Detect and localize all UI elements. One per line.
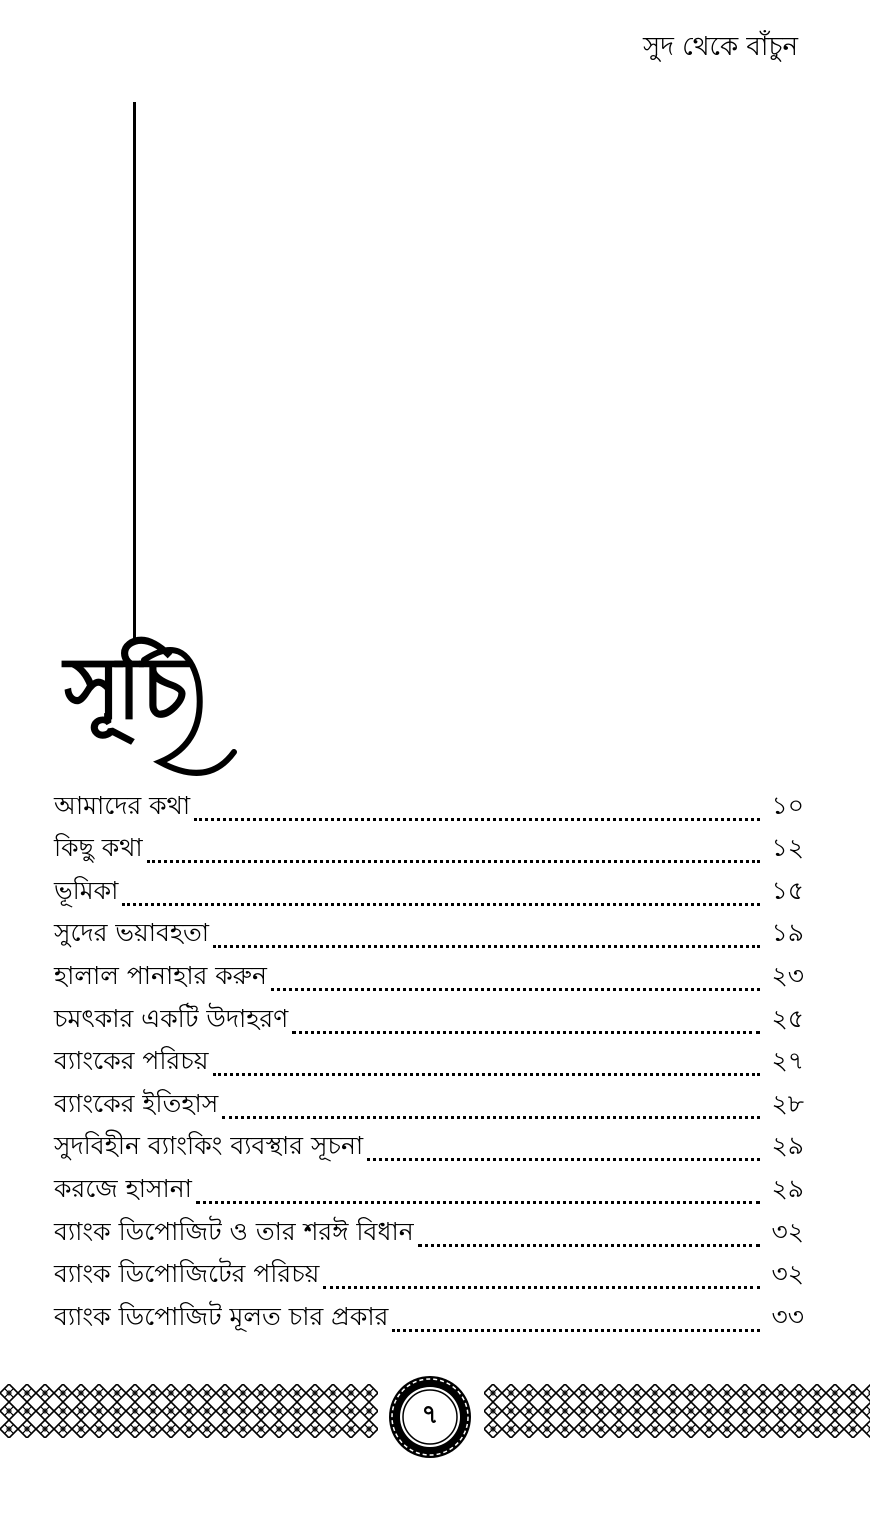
- page-number: ৭: [421, 1400, 439, 1430]
- toc-entry-page: ১০: [771, 790, 804, 820]
- dot-leader: [196, 1201, 760, 1204]
- toc-entry-title: কিছু কথা: [54, 833, 143, 863]
- footer-ornament: [0, 1372, 870, 1462]
- dot-leader: [392, 1329, 760, 1332]
- toc-entry[interactable]: [54, 1212, 804, 1255]
- toc-entry-page: ৩৩: [771, 1301, 804, 1331]
- toc-entry[interactable]: [54, 956, 804, 999]
- toc-entry-page: ১২: [771, 833, 804, 863]
- dot-leader: [213, 1073, 760, 1076]
- toc-entry-page: ৩২: [771, 1216, 804, 1246]
- toc-entry[interactable]: [54, 871, 804, 914]
- toc-entry[interactable]: [54, 1169, 804, 1212]
- dot-leader: [323, 1286, 760, 1289]
- table-of-contents: [54, 786, 804, 1340]
- toc-entry-title: ব্যাংক ডিপোজিট মূলত চার প্রকার: [54, 1301, 389, 1331]
- toc-entry-page: ২৩: [771, 960, 804, 990]
- toc-entry-page: ২৯: [771, 1131, 804, 1161]
- toc-entry-page: ১৯: [771, 918, 804, 948]
- toc-entry-title: চমৎকার একটি উদাহরণ: [54, 1003, 289, 1033]
- toc-entry-page: ৩২: [771, 1259, 804, 1289]
- dot-leader: [194, 818, 760, 821]
- toc-entry-page: ১৫: [771, 875, 804, 905]
- dot-leader: [122, 903, 760, 906]
- toc-entry[interactable]: [54, 1084, 804, 1127]
- toc-entry[interactable]: [54, 1042, 804, 1085]
- toc-entry-page: ২৯: [771, 1173, 804, 1203]
- toc-entry-page: ২৫: [771, 1003, 804, 1033]
- toc-entry-title: সুদবিহীন ব্যাংকিং ব্যবস্থার সূচনা: [54, 1131, 364, 1161]
- dot-leader: [292, 1031, 760, 1034]
- toc-entry[interactable]: [54, 999, 804, 1042]
- toc-entry-title: হালাল পানাহার করুন: [54, 960, 267, 990]
- ornamental-band-left: [0, 1384, 378, 1438]
- dot-leader: [271, 988, 760, 991]
- toc-entry-title: ভূমিকা: [54, 875, 119, 905]
- toc-entry[interactable]: [54, 1297, 804, 1340]
- toc-entry-title: ব্যাংকের ইতিহাস: [54, 1088, 219, 1118]
- dot-leader: [367, 1158, 760, 1161]
- toc-entry-title: করজে হাসানা: [54, 1173, 192, 1203]
- toc-entry[interactable]: [54, 1255, 804, 1298]
- toc-entry[interactable]: [54, 829, 804, 872]
- dot-leader: [147, 860, 760, 863]
- toc-entry-title: ব্যাংকের পরিচয়: [54, 1046, 209, 1076]
- ornamental-band-right: [484, 1384, 870, 1438]
- dot-leader: [213, 945, 760, 948]
- toc-entry[interactable]: [54, 786, 804, 829]
- toc-entry-title: সুদের ভয়াবহতা: [54, 918, 210, 948]
- toc-entry-title: ব্যাংক ডিপোজিটের পরিচয়: [54, 1259, 320, 1289]
- toc-entry-page: ২৭: [771, 1046, 804, 1076]
- toc-entry[interactable]: [54, 914, 804, 957]
- toc-entry-page: ২৮: [771, 1088, 804, 1118]
- toc-entry-title: ব্যাংক ডিপোজিট ও তার শরঈ বিধান: [54, 1216, 414, 1246]
- decorative-vertical-line: [133, 102, 136, 640]
- toc-entry[interactable]: [54, 1127, 804, 1170]
- running-header: সুদ থেকে বাঁচুন: [643, 32, 798, 62]
- dot-leader: [222, 1116, 760, 1119]
- dot-leader: [418, 1244, 760, 1247]
- toc-entry-title: আমাদের কথা: [54, 790, 191, 820]
- title-block: [48, 612, 258, 792]
- page-title: সূচি: [64, 638, 184, 739]
